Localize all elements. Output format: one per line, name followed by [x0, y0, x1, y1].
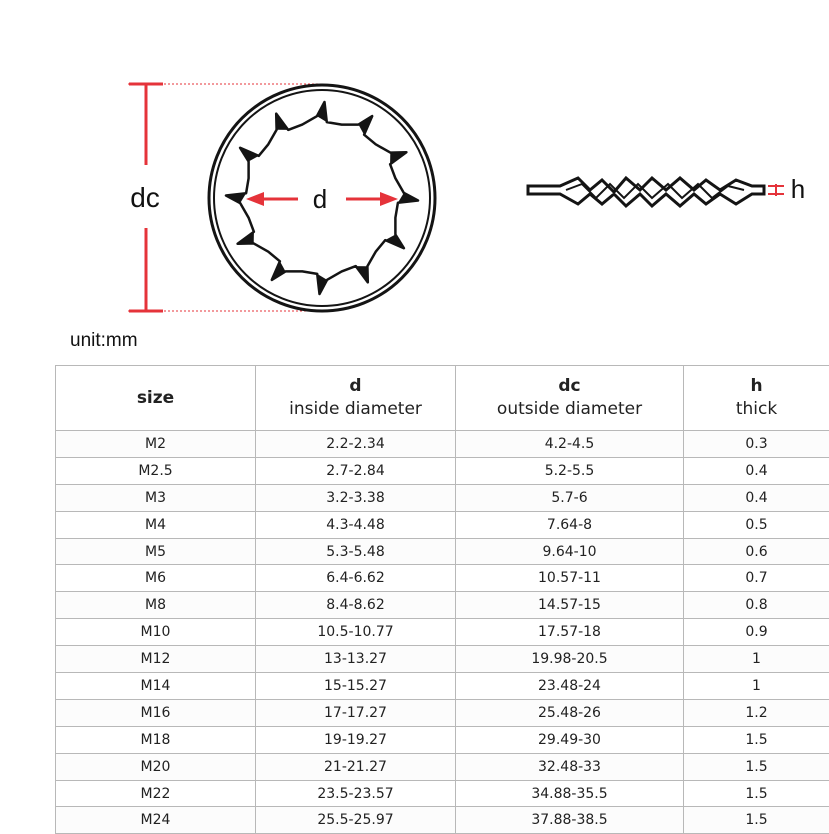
cell-size: M18: [56, 726, 256, 753]
cell-size: M4: [56, 511, 256, 538]
d-label: d: [313, 184, 327, 214]
cell-inside-diameter: 10.5-10.77: [256, 619, 456, 646]
cell-inside-diameter: 6.4-6.62: [256, 565, 456, 592]
cell-outside-diameter: 32.48-33: [456, 753, 684, 780]
cell-inside-diameter: 2.7-2.84: [256, 457, 456, 484]
cell-outside-diameter: 17.57-18: [456, 619, 684, 646]
cell-thick: 0.4: [684, 484, 829, 511]
table-row: [56, 673, 829, 700]
cell-size: M16: [56, 699, 256, 726]
cell-outside-diameter: 25.48-26: [456, 699, 684, 726]
table-row: [56, 646, 829, 673]
cell-thick: 1.2: [684, 699, 829, 726]
cell-size: M10: [56, 619, 256, 646]
cell-size: M20: [56, 753, 256, 780]
cell-inside-diameter: 5.3-5.48: [256, 538, 456, 565]
cell-outside-diameter: 19.98-20.5: [456, 646, 684, 673]
table-header-row: [56, 366, 829, 431]
cell-outside-diameter: 23.48-24: [456, 673, 684, 700]
cell-inside-diameter: 17-17.27: [256, 699, 456, 726]
table-body: [56, 431, 829, 834]
cell-size: M5: [56, 538, 256, 565]
cell-thick: 1.5: [684, 780, 829, 807]
cell-size: M8: [56, 592, 256, 619]
cell-thick: 0.9: [684, 619, 829, 646]
cell-size: M3: [56, 484, 256, 511]
cell-thick: 0.5: [684, 511, 829, 538]
cell-inside-diameter: 25.5-25.97: [256, 807, 456, 834]
header-h-desc: thick: [684, 401, 829, 418]
cell-inside-diameter: 19-19.27: [256, 726, 456, 753]
cell-thick: 1: [684, 673, 829, 700]
cell-thick: 1.5: [684, 807, 829, 834]
d-arrow-left-head: [246, 192, 264, 206]
cell-size: M14: [56, 673, 256, 700]
cell-inside-diameter: 21-21.27: [256, 753, 456, 780]
cell-thick: 0.7: [684, 565, 829, 592]
cell-outside-diameter: 9.64-10: [456, 538, 684, 565]
table-row: [56, 753, 829, 780]
table-row: [56, 780, 829, 807]
cell-size: M22: [56, 780, 256, 807]
dc-label: dc: [130, 182, 160, 213]
cell-thick: 0.4: [684, 457, 829, 484]
header-h: [684, 366, 829, 431]
d-dimension: [246, 184, 398, 214]
header-h-symbol: h: [684, 378, 829, 395]
header-size-symbol: size: [137, 388, 174, 408]
cell-inside-diameter: 2.2-2.34: [256, 431, 456, 458]
cell-thick: 1.5: [684, 753, 829, 780]
cell-outside-diameter: 29.49-30: [456, 726, 684, 753]
washer-diagram: [0, 0, 829, 330]
cell-size: M12: [56, 646, 256, 673]
header-dc: [456, 366, 684, 431]
cell-outside-diameter: 7.64-8: [456, 511, 684, 538]
table-row: [56, 699, 829, 726]
spec-table: [55, 365, 829, 834]
cell-inside-diameter: 3.2-3.38: [256, 484, 456, 511]
cell-inside-diameter: 4.3-4.48: [256, 511, 456, 538]
cell-inside-diameter: 8.4-8.62: [256, 592, 456, 619]
cell-outside-diameter: 5.2-5.5: [456, 457, 684, 484]
cell-size: M24: [56, 807, 256, 834]
cell-outside-diameter: 4.2-4.5: [456, 431, 684, 458]
cell-size: M6: [56, 565, 256, 592]
cell-outside-diameter: 14.57-15: [456, 592, 684, 619]
header-dc-desc: outside diameter: [456, 401, 683, 418]
header-d-symbol: d: [256, 378, 455, 395]
cell-thick: 0.8: [684, 592, 829, 619]
table-row: [56, 431, 829, 458]
table-row: [56, 619, 829, 646]
header-size: [56, 366, 256, 431]
table-row: [56, 807, 829, 834]
h-label: h: [791, 174, 805, 204]
table-row: [56, 484, 829, 511]
cell-thick: 1.5: [684, 726, 829, 753]
cell-inside-diameter: 15-15.27: [256, 673, 456, 700]
header-d-desc: inside diameter: [256, 401, 455, 418]
unit-label: unit:mm: [70, 330, 138, 352]
cell-outside-diameter: 5.7-6: [456, 484, 684, 511]
cell-outside-diameter: 10.57-11: [456, 565, 684, 592]
d-arrow-right-head: [380, 192, 398, 206]
washer-side-view: [528, 174, 805, 206]
cell-inside-diameter: 23.5-23.57: [256, 780, 456, 807]
table-row: [56, 457, 829, 484]
table-row: [56, 726, 829, 753]
header-dc-symbol: dc: [456, 378, 683, 395]
cell-thick: 0.6: [684, 538, 829, 565]
cell-outside-diameter: 34.88-35.5: [456, 780, 684, 807]
table-row: [56, 511, 829, 538]
cell-inside-diameter: 13-13.27: [256, 646, 456, 673]
cell-size: M2.5: [56, 457, 256, 484]
cell-thick: 1: [684, 646, 829, 673]
table-row: [56, 565, 829, 592]
table-row: [56, 592, 829, 619]
header-d: [256, 366, 456, 431]
cell-size: M2: [56, 431, 256, 458]
cell-outside-diameter: 37.88-38.5: [456, 807, 684, 834]
cell-thick: 0.3: [684, 431, 829, 458]
table-row: [56, 538, 829, 565]
